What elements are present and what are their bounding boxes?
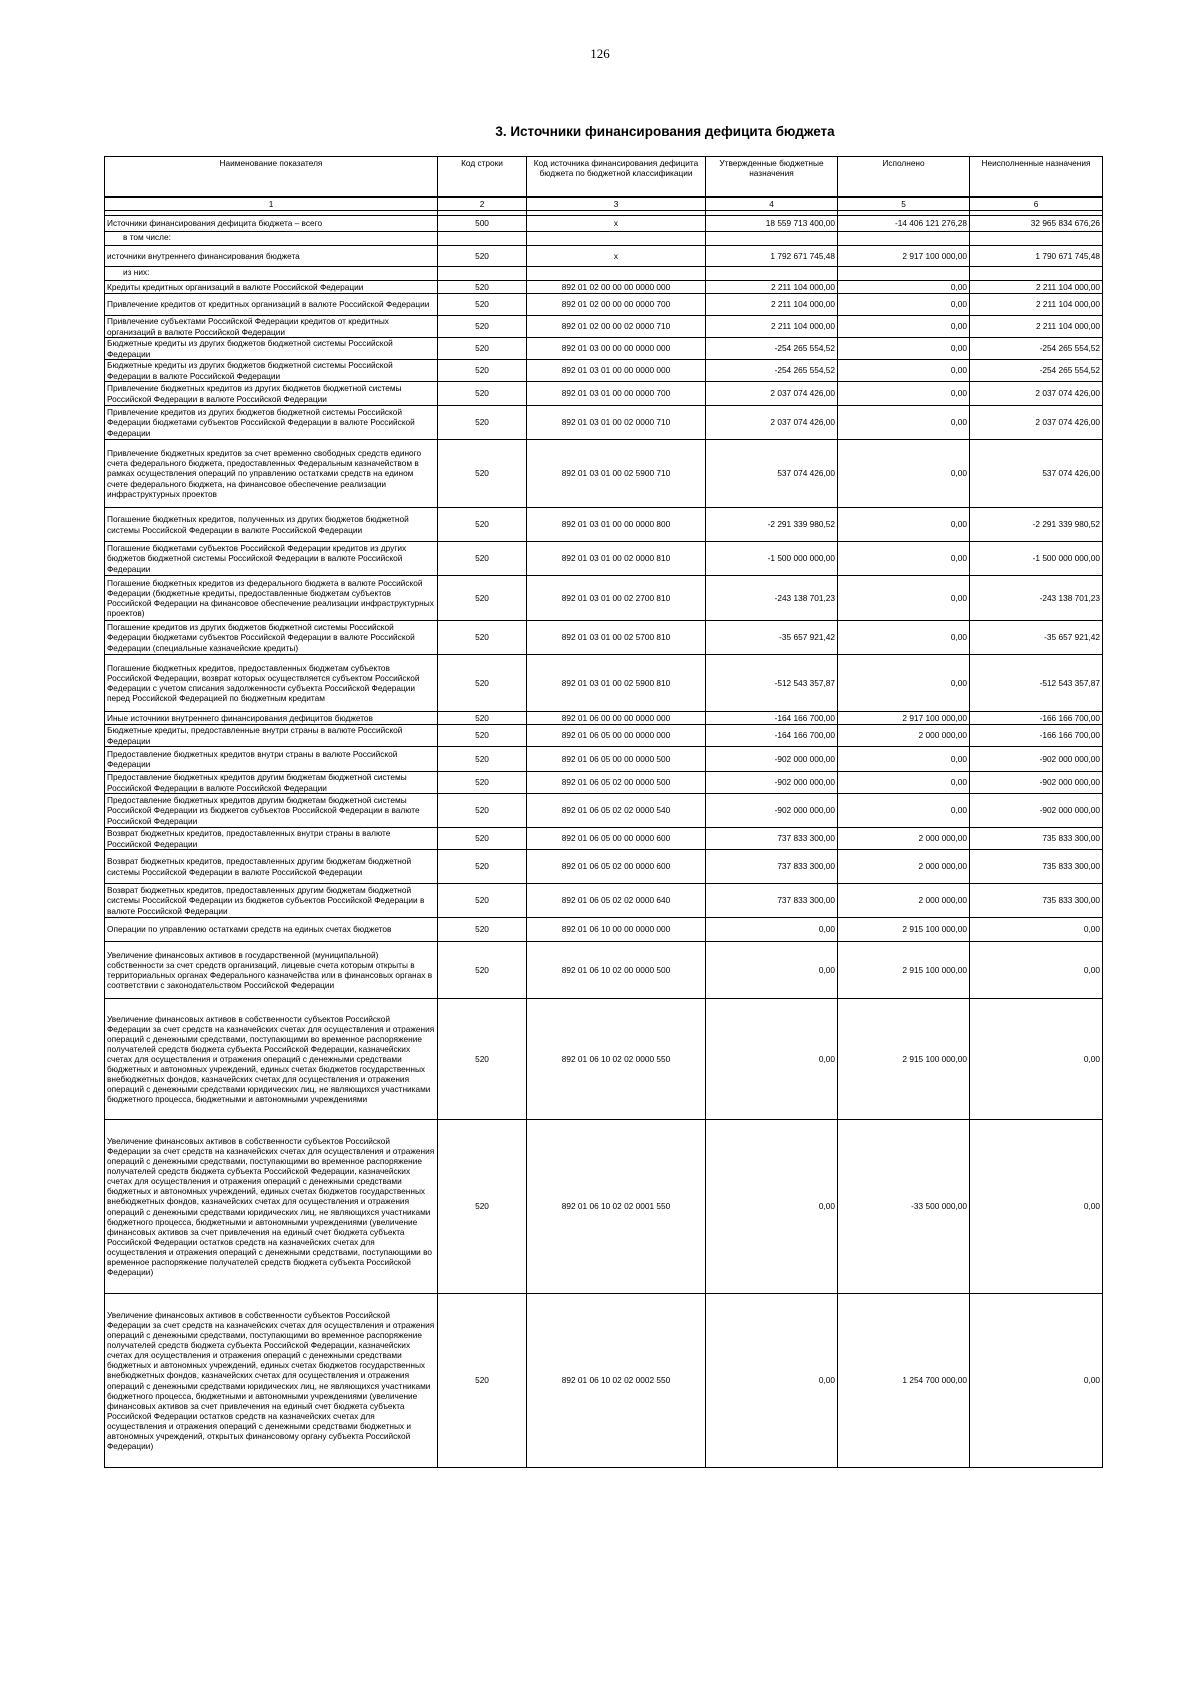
executed-amount: 2 917 100 000,00 — [838, 246, 970, 267]
source-code: 892 01 02 00 00 00 0000 000 — [527, 281, 706, 294]
unexecuted-amount: -254 265 554,52 — [970, 338, 1103, 360]
line-code: 520 — [438, 725, 527, 747]
unexecuted-amount: 2 211 104 000,00 — [970, 316, 1103, 338]
unexecuted-amount: -166 166 700,00 — [970, 725, 1103, 747]
line-code: 520 — [438, 576, 527, 621]
source-code: 892 01 03 01 00 00 0000 800 — [527, 508, 706, 542]
executed-amount: 2 915 100 000,00 — [838, 942, 970, 999]
approved-amount: 537 074 426,00 — [706, 440, 838, 508]
source-code: x — [527, 216, 706, 232]
unexecuted-amount: 0,00 — [970, 942, 1103, 999]
line-code: 520 — [438, 1294, 527, 1468]
header-cell: Утвержденные бюджетные назначения — [706, 157, 838, 198]
header-cell: Исполнено — [838, 157, 970, 198]
header-cell: Код строки — [438, 157, 527, 198]
financing-table — [104, 156, 1103, 1468]
executed-amount: 2 000 000,00 — [838, 884, 970, 918]
approved-amount: 2 211 104 000,00 — [706, 294, 838, 316]
unexecuted-amount: -2 291 339 980,52 — [970, 508, 1103, 542]
table-row — [105, 712, 1103, 725]
unexecuted-amount: 0,00 — [970, 1294, 1103, 1468]
unexecuted-amount: 1 790 671 745,48 — [970, 246, 1103, 267]
line-code: 520 — [438, 246, 527, 267]
header-cell: Наименование показателя — [105, 157, 438, 198]
table-row — [105, 338, 1103, 360]
source-code: 892 01 06 10 02 00 0000 500 — [527, 942, 706, 999]
table-row — [105, 267, 1103, 281]
approved-amount: 0,00 — [706, 1120, 838, 1294]
approved-amount: 737 833 300,00 — [706, 884, 838, 918]
indicator-name: Возврат бюджетных кредитов, предоставленных другим бюджетам бюджетной системы Российской Федерации из бюджетов субъектов Российской Федерации в валюте Российской Федерации — [105, 884, 438, 918]
executed-amount: 0,00 — [838, 338, 970, 360]
unexecuted-amount: 0,00 — [970, 918, 1103, 942]
line-code: 520 — [438, 999, 527, 1120]
indicator-name: Предоставление бюджетных кредитов другим бюджетам бюджетной системы Российской Федерации из бюджетов субъектов Российской Федерации в валюте Российской Федерации — [105, 794, 438, 828]
line-code: 520 — [438, 406, 527, 440]
approved-amount: 0,00 — [706, 1294, 838, 1468]
executed-amount — [838, 267, 970, 281]
unexecuted-amount: 0,00 — [970, 999, 1103, 1120]
unexecuted-amount: 32 965 834 676,26 — [970, 216, 1103, 232]
line-code: 520 — [438, 850, 527, 884]
table-row — [105, 216, 1103, 232]
source-code: 892 01 06 10 02 02 0001 550 — [527, 1120, 706, 1294]
line-code: 520 — [438, 884, 527, 918]
indicator-name: Бюджетные кредиты из других бюджетов бюджетной системы Российской Федерации в валюте Российской Федерации — [105, 360, 438, 382]
table-row — [105, 440, 1103, 508]
approved-amount: 0,00 — [706, 918, 838, 942]
source-code: 892 01 06 05 02 00 0000 600 — [527, 850, 706, 884]
line-code: 520 — [438, 440, 527, 508]
table-row — [105, 232, 1103, 246]
indicator-name: Увеличение финансовых активов в государственной (муниципальной) собственности за счет средств организаций, лицевые счета которым открыты в территориальных органах Федерального казначейства или в финансовых органах в соответствии с законодательством Российской Федерации — [105, 942, 438, 999]
table-row — [105, 360, 1103, 382]
table-row — [105, 1120, 1103, 1294]
table-row — [105, 508, 1103, 542]
approved-amount: -512 543 357,87 — [706, 655, 838, 712]
source-code — [527, 267, 706, 281]
source-code: 892 01 06 05 02 02 0000 640 — [527, 884, 706, 918]
executed-amount: 0,00 — [838, 406, 970, 440]
indicator-name: Погашение кредитов из других бюджетов бюджетной системы Российской Федерации бюджетами субъектов Российской Федерации в валюте Российской Федерации (специальные казначейские кредиты) — [105, 621, 438, 655]
line-code: 520 — [438, 794, 527, 828]
header-cell: Код источника финансирования дефицита бюджета по бюджетной классификации — [527, 157, 706, 198]
unexecuted-amount: -902 000 000,00 — [970, 772, 1103, 794]
column-number: 4 — [706, 197, 838, 211]
unexecuted-amount: 2 211 104 000,00 — [970, 294, 1103, 316]
source-code: 892 01 06 05 00 00 0000 000 — [527, 725, 706, 747]
table-row — [105, 294, 1103, 316]
unexecuted-amount: 0,00 — [970, 1120, 1103, 1294]
indicator-name: Кредиты кредитных организаций в валюте Российской Федерации — [105, 281, 438, 294]
unexecuted-amount: -1 500 000 000,00 — [970, 542, 1103, 576]
table-row — [105, 382, 1103, 406]
indicator-name: Предоставление бюджетных кредитов другим бюджетам бюджетной системы Российской Федерации в валюте Российской Федерации — [105, 772, 438, 794]
source-code: 892 01 02 00 00 00 0000 700 — [527, 294, 706, 316]
line-code — [438, 267, 527, 281]
source-code: 892 01 03 01 00 00 0000 700 — [527, 382, 706, 406]
table-row — [105, 1294, 1103, 1468]
line-code: 520 — [438, 508, 527, 542]
line-code: 520 — [438, 772, 527, 794]
approved-amount: -164 166 700,00 — [706, 712, 838, 725]
line-code: 520 — [438, 942, 527, 999]
indicator-name: Источники финансирования дефицита бюджета – всего — [105, 216, 438, 232]
source-code: 892 01 03 00 00 00 0000 000 — [527, 338, 706, 360]
executed-amount: -14 406 121 276,28 — [838, 216, 970, 232]
source-code: 892 01 06 05 00 00 0000 600 — [527, 828, 706, 850]
approved-amount: -35 657 921,42 — [706, 621, 838, 655]
executed-amount: 0,00 — [838, 508, 970, 542]
column-number: 5 — [838, 197, 970, 211]
page-number: 126 — [590, 46, 610, 61]
unexecuted-amount — [970, 232, 1103, 246]
approved-amount: -2 291 339 980,52 — [706, 508, 838, 542]
approved-amount: -902 000 000,00 — [706, 772, 838, 794]
approved-amount: -254 265 554,52 — [706, 338, 838, 360]
column-number-row — [105, 197, 1103, 211]
executed-amount: 2 000 000,00 — [838, 828, 970, 850]
line-code: 520 — [438, 382, 527, 406]
indicator-name: Привлечение субъектами Российской Федерации кредитов от кредитных организаций в валюте Российской Федерации — [105, 316, 438, 338]
approved-amount: 1 792 671 745,48 — [706, 246, 838, 267]
indicator-name: Бюджетные кредиты, предоставленные внутри страны в валюте Российской Федерации — [105, 725, 438, 747]
executed-amount: 0,00 — [838, 794, 970, 828]
source-code: 892 01 06 00 00 00 0000 000 — [527, 712, 706, 725]
source-code: 892 01 02 00 00 02 0000 710 — [527, 316, 706, 338]
executed-amount: 0,00 — [838, 316, 970, 338]
executed-amount: 2 915 100 000,00 — [838, 999, 970, 1120]
unexecuted-amount: 735 833 300,00 — [970, 850, 1103, 884]
unexecuted-amount: -35 657 921,42 — [970, 621, 1103, 655]
indicator-name: из них: — [105, 267, 438, 281]
table-row — [105, 999, 1103, 1120]
line-code: 520 — [438, 360, 527, 382]
indicator-name: Возврат бюджетных кредитов, предоставленных другим бюджетам бюджетной системы Российской Федерации в валюте Российской Федерации — [105, 850, 438, 884]
table-row — [105, 621, 1103, 655]
indicator-name: источники внутреннего финансирования бюджета — [105, 246, 438, 267]
source-code: 892 01 03 01 00 02 0000 810 — [527, 542, 706, 576]
line-code: 520 — [438, 712, 527, 725]
source-code: 892 01 06 05 02 02 0000 540 — [527, 794, 706, 828]
approved-amount: -1 500 000 000,00 — [706, 542, 838, 576]
unexecuted-amount — [970, 267, 1103, 281]
table-row — [105, 725, 1103, 747]
indicator-name: Иные источники внутреннего финансирования дефицитов бюджетов — [105, 712, 438, 725]
source-code: x — [527, 246, 706, 267]
line-code: 520 — [438, 294, 527, 316]
indicator-name: в том числе: — [105, 232, 438, 246]
executed-amount: 0,00 — [838, 655, 970, 712]
table-row — [105, 772, 1103, 794]
executed-amount: 0,00 — [838, 576, 970, 621]
line-code: 520 — [438, 316, 527, 338]
approved-amount: 2 211 104 000,00 — [706, 281, 838, 294]
executed-amount: 0,00 — [838, 621, 970, 655]
unexecuted-amount: -254 265 554,52 — [970, 360, 1103, 382]
indicator-name: Погашение бюджетных кредитов из федерального бюджета в валюте Российской Федерации (бюджетные кредиты, предоставленные бюджетам субъектов Российской Федерации на финансовое обеспечение реализации инфраструктурных проектов) — [105, 576, 438, 621]
table-row — [105, 576, 1103, 621]
line-code: 520 — [438, 1120, 527, 1294]
approved-amount — [706, 232, 838, 246]
source-code: 892 01 03 01 00 02 5900 810 — [527, 655, 706, 712]
source-code: 892 01 03 01 00 02 5900 710 — [527, 440, 706, 508]
indicator-name: Увеличение финансовых активов в собственности субъектов Российской Федерации за счет средств на казначейских счетах для осуществления и отражения операций с денежными средствами, поступающими во временное распоряжение получателей средств бюджета субъекта Российской Федерации, казначейских счетах для осуществления и отражения операций с денежными средствами бюджетных и автономных учреждений, единых счетах бюджетов государственных внебюджетных фондов, казначейских счетах для осуществления и отражения операций с денежными средствами юридических лиц, не являющихся участниками бюджетного процесса, бюджетными и автономными учреждениями — [105, 999, 438, 1120]
indicator-name: Погашение бюджетных кредитов, предоставленных бюджетам субъектов Российской Федерации, возврат которых осуществляется субъектом Российской Федерации с учетом списания задолженности субъекта Российской Федерации перед Российской Федерацией по бюджетным кредитам — [105, 655, 438, 712]
table-row — [105, 747, 1103, 772]
unexecuted-amount: 735 833 300,00 — [970, 828, 1103, 850]
executed-amount: -33 500 000,00 — [838, 1120, 970, 1294]
line-code: 520 — [438, 621, 527, 655]
table-row — [105, 406, 1103, 440]
table-row — [105, 828, 1103, 850]
indicator-name: Увеличение финансовых активов в собственности субъектов Российской Федерации за счет средств на казначейских счетах для осуществления и отражения операций с денежными средствами, поступающими во временное распоряжение получателей средств бюджета субъекта Российской Федерации, казначейских счетах для осуществления и отражения операций с денежными средствами бюджетных и автономных учреждений, единых счетах бюджетов государственных внебюджетных фондов, казначейских счетах для осуществления и отражения операций с денежными средствами юридических лиц, не являющихся участниками бюджетного процесса, бюджетными и автономными учреждениями (увеличение финансовых активов за счет привлечения на единый счет бюджета субъекта Российской Федерации остатков средств на казначейских счетах для осуществления и отражения операций с денежными средствами бюджетных и автономных учреждений, открытых финансовому органу субъекта Российской Федерации) — [105, 1294, 438, 1468]
unexecuted-amount: -902 000 000,00 — [970, 747, 1103, 772]
line-code: 520 — [438, 542, 527, 576]
table-row — [105, 246, 1103, 267]
column-number: 6 — [970, 197, 1103, 211]
column-number: 3 — [527, 197, 706, 211]
approved-amount: -902 000 000,00 — [706, 747, 838, 772]
line-code: 520 — [438, 281, 527, 294]
approved-amount: -243 138 701,23 — [706, 576, 838, 621]
approved-amount — [706, 267, 838, 281]
executed-amount: 0,00 — [838, 360, 970, 382]
line-code: 520 — [438, 338, 527, 360]
source-code: 892 01 06 10 02 02 0002 550 — [527, 1294, 706, 1468]
source-code: 892 01 06 10 00 00 0000 000 — [527, 918, 706, 942]
table-row — [105, 850, 1103, 884]
source-code — [527, 232, 706, 246]
indicator-name: Привлечение бюджетных кредитов за счет временно свободных средств единого счета федерального бюджета, предоставленных Федеральным казначейством в рамках осуществления операций по управлению остатками средств на едином счете федерального бюджета, на финансовое обеспечение реализации инфраструктурных проектов — [105, 440, 438, 508]
indicator-name: Привлечение кредитов из других бюджетов бюджетной системы Российской Федерации бюджетами субъектов Российской Федерации в валюте Российской Федерации — [105, 406, 438, 440]
executed-amount: 0,00 — [838, 294, 970, 316]
unexecuted-amount: -166 166 700,00 — [970, 712, 1103, 725]
executed-amount: 0,00 — [838, 382, 970, 406]
indicator-name: Предоставление бюджетных кредитов внутри страны в валюте Российской Федерации — [105, 747, 438, 772]
table-row — [105, 281, 1103, 294]
approved-amount: 0,00 — [706, 999, 838, 1120]
approved-amount: 737 833 300,00 — [706, 828, 838, 850]
table-row — [105, 794, 1103, 828]
approved-amount: -902 000 000,00 — [706, 794, 838, 828]
executed-amount: 0,00 — [838, 542, 970, 576]
approved-amount: -254 265 554,52 — [706, 360, 838, 382]
source-code: 892 01 03 01 00 02 2700 810 — [527, 576, 706, 621]
source-code: 892 01 03 01 00 02 0000 710 — [527, 406, 706, 440]
column-number: 1 — [105, 197, 438, 211]
unexecuted-amount: 2 037 074 426,00 — [970, 382, 1103, 406]
unexecuted-amount: -902 000 000,00 — [970, 794, 1103, 828]
indicator-name: Привлечение бюджетных кредитов из других бюджетов бюджетной системы Российской Федерации в валюте Российской Федерации — [105, 382, 438, 406]
unexecuted-amount: 735 833 300,00 — [970, 884, 1103, 918]
approved-amount: 2 037 074 426,00 — [706, 382, 838, 406]
line-code: 520 — [438, 828, 527, 850]
executed-amount: 0,00 — [838, 747, 970, 772]
table-row — [105, 316, 1103, 338]
unexecuted-amount: -243 138 701,23 — [970, 576, 1103, 621]
executed-amount: 0,00 — [838, 281, 970, 294]
approved-amount: 0,00 — [706, 942, 838, 999]
indicator-name: Возврат бюджетных кредитов, предоставленных внутри страны в валюте Российской Федерации — [105, 828, 438, 850]
line-code: 500 — [438, 216, 527, 232]
table-row — [105, 655, 1103, 712]
executed-amount: 2 917 100 000,00 — [838, 712, 970, 725]
page-title: 3. Источники финансирования дефицита бюджета — [495, 124, 835, 139]
table-row — [105, 542, 1103, 576]
approved-amount: 2 211 104 000,00 — [706, 316, 838, 338]
indicator-name: Погашение бюджетных кредитов, полученных из других бюджетов бюджетной системы Российской Федерации в валюте Российской Федерации — [105, 508, 438, 542]
unexecuted-amount: 2 211 104 000,00 — [970, 281, 1103, 294]
indicator-name: Увеличение финансовых активов в собственности субъектов Российской Федерации за счет средств на казначейских счетах для осуществления и отражения операций с денежными средствами, поступающими во временное распоряжение получателей средств бюджета субъекта Российской Федерации, казначейских счетах для осуществления и отражения операций с денежными средствами бюджетных и автономных учреждений, единых счетах бюджетов государственных внебюджетных фондов, казначейских счетах для осуществления и отражения операций с денежными средствами юридических лиц, не являющихся участниками бюджетного процесса, бюджетными и автономными учреждениями (увеличение финансовых активов за счет привлечения на единый счет бюджета субъекта Российской Федерации остатков средств на казначейских счетах для осуществления и отражения операций с денежными средствами, поступающими во временное распоряжение получателей средств бюджета субъекта Российской Федерации) — [105, 1120, 438, 1294]
indicator-name: Привлечение кредитов от кредитных организаций в валюте Российской Федерации — [105, 294, 438, 316]
executed-amount: 2 915 100 000,00 — [838, 918, 970, 942]
source-code: 892 01 06 05 02 00 0000 500 — [527, 772, 706, 794]
table-row — [105, 918, 1103, 942]
approved-amount: 737 833 300,00 — [706, 850, 838, 884]
indicator-name: Операции по управлению остатками средств на единых счетах бюджетов — [105, 918, 438, 942]
source-code: 892 01 03 01 00 00 0000 000 — [527, 360, 706, 382]
line-code: 520 — [438, 655, 527, 712]
header-cell: Неисполненные назначения — [970, 157, 1103, 198]
unexecuted-amount: 2 037 074 426,00 — [970, 406, 1103, 440]
indicator-name: Погашение бюджетами субъектов Российской Федерации кредитов из других бюджетов бюджетной системы Российской Федерации в валюте Российской Федерации — [105, 542, 438, 576]
unexecuted-amount: 537 074 426,00 — [970, 440, 1103, 508]
line-code: 520 — [438, 918, 527, 942]
executed-amount: 2 000 000,00 — [838, 725, 970, 747]
executed-amount: 0,00 — [838, 772, 970, 794]
source-code: 892 01 03 01 00 02 5700 810 — [527, 621, 706, 655]
indicator-name: Бюджетные кредиты из других бюджетов бюджетной системы Российской Федерации — [105, 338, 438, 360]
line-code: 520 — [438, 747, 527, 772]
table-row — [105, 942, 1103, 999]
unexecuted-amount: -512 543 357,87 — [970, 655, 1103, 712]
source-code: 892 01 06 10 02 02 0000 550 — [527, 999, 706, 1120]
executed-amount: 0,00 — [838, 440, 970, 508]
table-row — [105, 884, 1103, 918]
executed-amount — [838, 232, 970, 246]
line-code — [438, 232, 527, 246]
column-number: 2 — [438, 197, 527, 211]
executed-amount: 1 254 700 000,00 — [838, 1294, 970, 1468]
approved-amount: 2 037 074 426,00 — [706, 406, 838, 440]
approved-amount: 18 559 713 400,00 — [706, 216, 838, 232]
approved-amount: -164 166 700,00 — [706, 725, 838, 747]
header-row — [105, 157, 1103, 198]
executed-amount: 2 000 000,00 — [838, 850, 970, 884]
source-code: 892 01 06 05 00 00 0000 500 — [527, 747, 706, 772]
